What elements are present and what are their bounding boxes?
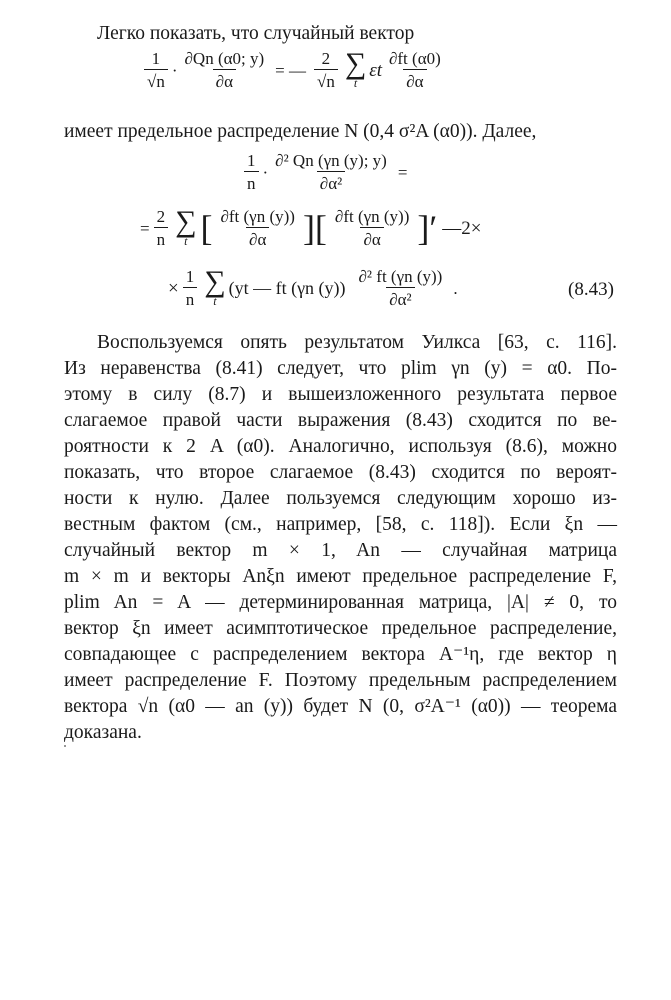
numerator: ∂ft (α0) <box>389 49 441 68</box>
epsilon-term: εt <box>369 59 382 81</box>
fraction <box>356 268 446 308</box>
paragraph-line: роятности к 2 A (α0). Аналогично, используя (8.6), можно <box>64 436 617 457</box>
numerator: ∂Qn (α0; y) <box>184 49 265 68</box>
limit-distribution-line: имеет предельное распределение N (0,4 σ²A (α0)). Далее, <box>64 121 537 142</box>
summation-index: t <box>184 234 188 248</box>
denominator: n <box>183 287 198 308</box>
numerator: ∂ft (γn (y)) <box>334 207 410 226</box>
summation-symbol: ∑ t <box>204 265 226 308</box>
numerator: ∂ft (γn (y)) <box>220 207 295 226</box>
numerator: 2 <box>321 49 331 68</box>
equals-sign: = <box>140 218 150 238</box>
fraction <box>154 208 169 248</box>
denominator: ∂α <box>213 69 236 90</box>
period: . <box>453 278 458 298</box>
fraction <box>217 208 297 248</box>
denominator: n <box>244 171 259 192</box>
equation-2: $\frac{1}{n}$ · $\frac{\text{∂² Qn (γn (y); y)}}{\text{∂α²}}$ = <box>240 152 407 192</box>
numerator: 1 <box>247 151 256 170</box>
numerator: ∂² Qn (γn (y); y) <box>275 151 387 170</box>
paragraph-line: показать, что второе слагаемое (8.43) сходится по вероят- <box>64 462 617 483</box>
numerator: 1 <box>151 49 161 68</box>
intro-line: Легко показать, что случайный вектор <box>97 23 415 44</box>
paragraph-line: доказана. <box>64 722 142 743</box>
summation-index: t <box>353 76 358 90</box>
equation-tail: —2× <box>442 217 482 239</box>
numerator: ∂² ft (γn (y)) <box>358 267 443 286</box>
denominator: √n <box>314 69 338 90</box>
equation-3: = $\frac{2}{n}$ ∑ t [ $\frac{\partial ft (\gamma n (y))}{\partial\alpha}$ ][ $\frac{\partial ft (\gamma n (y))}{\partial\alpha}$ ]′ —2× <box>140 205 482 249</box>
paragraph-line: совпадающее с распределением вектора A⁻¹η, где вектор η <box>64 644 617 665</box>
denominator: ∂α <box>246 227 269 248</box>
fraction <box>144 50 168 90</box>
summation-index: t <box>213 294 217 308</box>
denominator: √n <box>144 69 168 90</box>
paragraph-line: вектор ξn имеет асимптотическое предельное распределение, <box>64 618 617 639</box>
equation-number: (8.43) <box>568 279 614 300</box>
fraction <box>386 50 444 90</box>
denominator: ∂α <box>403 69 426 90</box>
fraction <box>314 50 338 90</box>
equals-sign: = — <box>275 60 306 80</box>
paragraph-line: Воспользуемся опять результатом Уилкса [63, с. 116]. <box>97 332 617 353</box>
times-sign: × <box>168 277 179 299</box>
fraction <box>182 50 268 90</box>
paragraph-line: ности к нулю. Далее пользуемся следующим хорошо из- <box>64 488 617 509</box>
denominator: n <box>154 227 169 248</box>
equals-sign: = <box>397 162 408 182</box>
equation-4 <box>168 265 458 309</box>
paragraph-line: m × m и векторы Anξn имеют предельное распределение F, <box>64 566 617 587</box>
denominator: ∂α² <box>386 287 414 308</box>
numerator: 1 <box>185 267 195 286</box>
residual-term: (yt — ft (γn (y)) <box>228 278 346 298</box>
summation-symbol: ∑ t <box>175 205 197 248</box>
paragraph-line: имеет распределение F. Поэтому предельным распределением <box>64 670 617 691</box>
paragraph-line: Из неравенства (8.41) следует, что plim γn (y) = α0. По- <box>64 358 617 379</box>
denominator: ∂α <box>360 227 383 248</box>
fraction <box>244 152 259 192</box>
equation-1: $\frac{1}{√n}$ · $\frac{\partial Qn (\alpha 0; y)}{\partial\alpha}$ = — $\frac{2}{√n}$ ∑ t εt $\frac{\partial ft (\alpha 0)}{\partial\alpha}$ <box>140 50 448 90</box>
fraction <box>332 208 412 248</box>
paragraph-line: вестным фактом (см., например, [58, с. 118]). Если ξn — <box>64 514 617 535</box>
paragraph-line: случайный вектор m × 1, An — случайная матрица <box>64 540 617 561</box>
paragraph-line: plim An = A — детерминированная матрица, |A| ≠ 0, то <box>64 592 617 613</box>
summation-symbol: ∑ t <box>344 47 367 90</box>
paragraph-line: слагаемое правой части выражения (8.43) сходится по ве- <box>64 410 617 431</box>
denominator: ∂α² <box>317 171 345 192</box>
numerator: 2 <box>156 207 166 226</box>
paragraph-line: вектора √n (α0 — an (y)) будет N (0, σ²A⁻¹ (α0)) — теорема <box>64 696 617 717</box>
paragraph-line: этому в силу (8.7) и вышеизложенного результата первое <box>64 384 617 405</box>
fraction <box>272 152 390 192</box>
print-speck <box>64 745 66 747</box>
fraction <box>183 268 198 308</box>
